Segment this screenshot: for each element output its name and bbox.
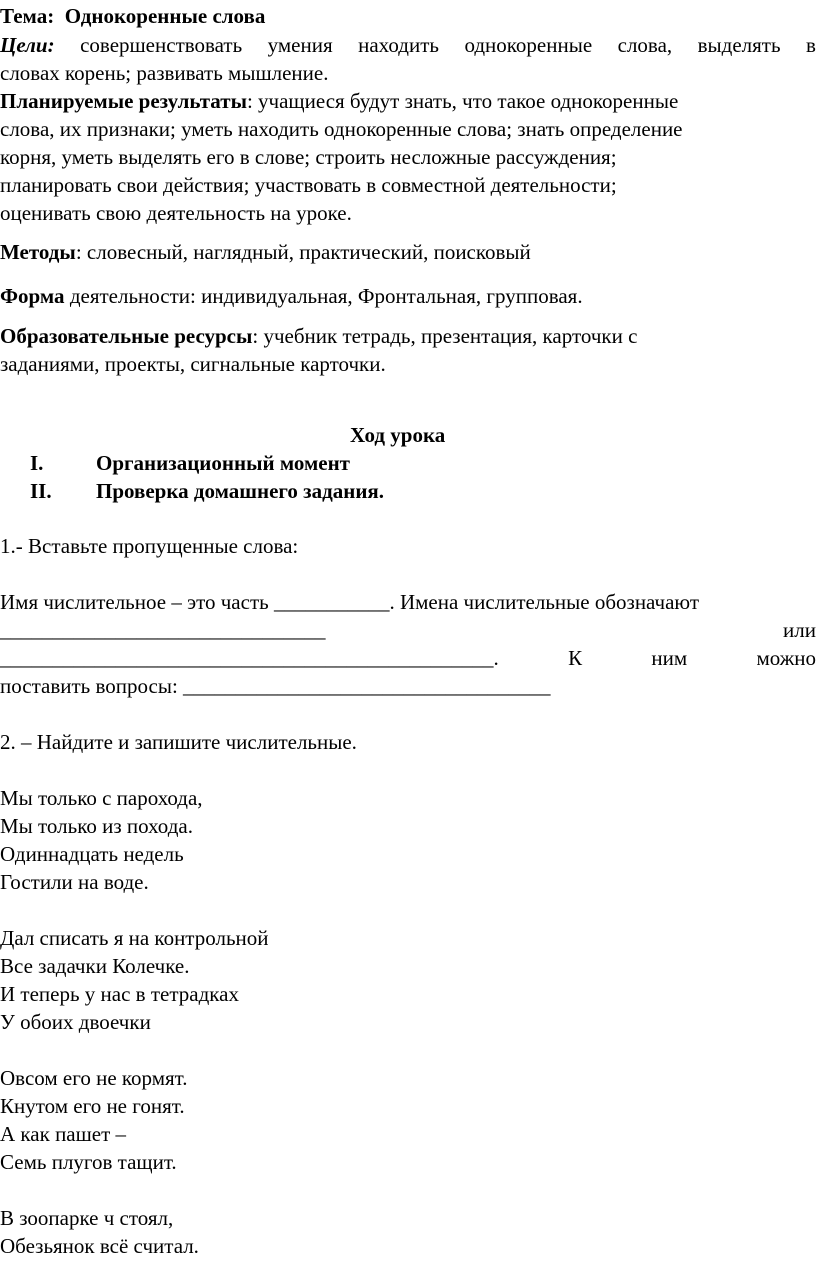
goals-word: в — [806, 33, 816, 57]
goals-word: совершенствовать — [80, 33, 243, 57]
task1-line-3 — [0, 644, 816, 672]
resources-value: : учебник тетрадь, презентация, карточки с — [252, 324, 638, 348]
task1-heading: 1.- Вставьте пропущенные слова: — [0, 534, 299, 558]
poem-line: Одиннадцать недель — [0, 842, 184, 866]
topic-value: Однокоренные слова — [64, 4, 266, 28]
resources-line-2: заданиями, проекты, сигнальные карточки. — [0, 352, 386, 376]
goals-word: слова, — [617, 33, 673, 57]
goals-word: выделять — [697, 33, 781, 57]
poem-line: Дал списать я на контрольной — [0, 926, 269, 950]
form-line — [0, 282, 816, 310]
step-number: II. — [30, 479, 52, 503]
task1-line-4: поставить вопросы: ___________________________________ — [0, 674, 551, 698]
results-line — [0, 87, 816, 115]
poem-line: Все задачки Колечке. — [0, 954, 190, 978]
methods-value: : словесный, наглядный, практический, поисковый — [75, 240, 531, 264]
step-number: I. — [30, 451, 44, 475]
poem-line: Гостили на воде. — [0, 870, 149, 894]
results-label: Планируемые результаты — [0, 89, 247, 113]
lesson-step — [0, 477, 816, 505]
resources-label: Образовательные ресурсы — [0, 324, 253, 348]
poem-line: Мы только с парохода, — [0, 786, 203, 810]
word: можно — [756, 646, 816, 670]
poem-line: В зоопарке ч стоял, — [0, 1206, 174, 1230]
results-line-5: оценивать свою деятельность на уроке. — [0, 201, 352, 225]
results-line-3: корня, уметь выделять его в слове; строить несложные рассуждения; — [0, 145, 617, 169]
task1-line-2 — [0, 616, 816, 644]
poem-line: Овсом его не кормят. — [0, 1066, 188, 1090]
poem-line: И теперь у нас в тетрадках — [0, 982, 239, 1006]
goals-line-2: словах корень; развивать мышление. — [0, 61, 329, 85]
resources-line — [0, 322, 816, 350]
blank: _______________________________________________. — [0, 646, 499, 670]
task1-line-1: Имя числительное – это часть ___________. Имена числительные обозначают — [0, 590, 700, 614]
blank: _______________________________ — [0, 618, 326, 642]
goals-word: находить — [358, 33, 439, 57]
goals-word: умения — [267, 33, 333, 57]
step-label: Организационный момент — [96, 451, 350, 475]
results-line-2: слова, их признаки; уметь находить однокоренные слова; знать определение — [0, 117, 683, 141]
goals-label: Цели: — [0, 33, 55, 57]
topic-line — [0, 2, 816, 30]
form-value: деятельности: индивидуальная, Фронтальная, групповая. — [64, 284, 583, 308]
step-label: Проверка домашнего задания. — [96, 479, 385, 503]
topic-label: Тема: — [0, 4, 55, 28]
methods-line — [0, 238, 816, 266]
poem-line: Семь плугов тащит. — [0, 1150, 177, 1174]
word: ним — [651, 646, 688, 670]
results-text: : учащиеся будут знать, что такое однокоренные — [246, 89, 679, 113]
methods-label: Методы — [0, 240, 76, 264]
form-label: Форма — [0, 284, 65, 308]
poem-line: У обоих двоечки — [0, 1010, 151, 1034]
poem-line: А как пашет – — [0, 1122, 127, 1146]
word-or: или — [783, 618, 816, 642]
goals-line — [0, 31, 816, 59]
word: К — [568, 646, 583, 670]
poem-line: Кнутом его не гонят. — [0, 1094, 185, 1118]
lesson-title: Ход урока — [350, 423, 446, 447]
lesson-step — [0, 449, 816, 477]
results-line-4: планировать свои действия; участвовать в совместной деятельности; — [0, 173, 617, 197]
poem-line: Обезьянок всё считал. — [0, 1234, 199, 1258]
task2-heading: 2. – Найдите и запишите числительные. — [0, 730, 357, 754]
poem-line: Мы только из похода. — [0, 814, 193, 838]
goals-word: однокоренные — [464, 33, 593, 57]
